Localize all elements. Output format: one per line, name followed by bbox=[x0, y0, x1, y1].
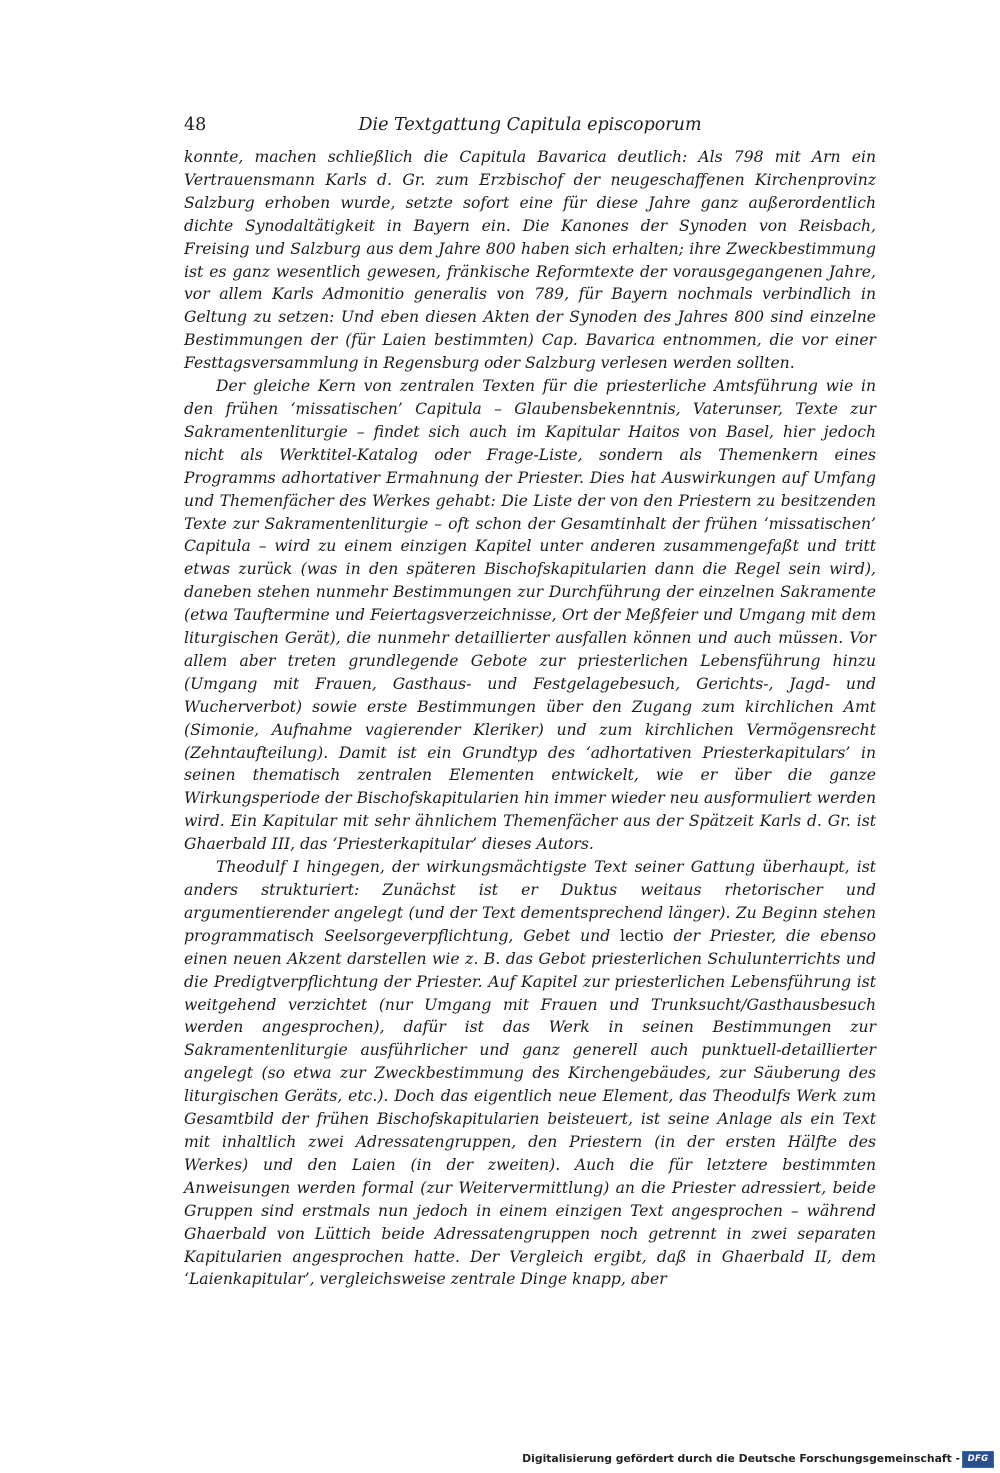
running-title: Die Textgattung Capitula episcoporum bbox=[358, 115, 702, 135]
emphasized-term: lectio bbox=[620, 926, 664, 945]
digitization-note: Digitalisierung gefördert durch die Deutsche Forschungsgemeinschaft - bbox=[522, 1452, 960, 1465]
paragraph-text: der Priester, die ebenso einen neuen Akzent darstellen wie z. B. das Gebot priesterlichen Schulunterrichts und die Predigtverpflichtung der Priester. Auf Kapitel zur priesterlichen Lebensführung ist weitgehend verzichtet (nur Umgang mit Frauen und Trunksucht/Gasthausbesuch werden angesprochen), dafür ist das Werk in seinen Bestimmungen zur Sakramentenliturgie ausführlicher und ganz generell auch punktuell-detaillierter angelegt (so etwa zur Zweckbestimmung des Kirchengebäudes, zur Säuberung des liturgischen Geräts, etc.). Doch das eigentlich neue Element, das Theodulfs Werk zum Gesamtbild der frühen Bischofskapitularien beisteuert, ist seine Anlage als ein Text mit inhaltlich zwei Adressatengruppen, den Priestern (in der ersten Hälfte des Werkes) und den Laien (in der zweiten). Auch die für letztere bestimmten Anweisungen werden formal (zur Weitervermittlung) an die Priester adressiert, beide Gruppen sind erstmals nun jedoch in einem einzigen Text angesprochen – während Ghaerbald von Lüttich beide Adressatengruppen noch getrennt in zwei separaten Kapitularien angesprochen hatte. Der Vergleich ergibt, daß in Ghaerbald II, dem ‘Laienkapitular’, vergleichsweise zentrale Dinge knapp, aber bbox=[184, 926, 876, 1289]
footer bbox=[0, 1448, 1000, 1473]
page-number: 48 bbox=[184, 115, 207, 135]
paragraph bbox=[184, 856, 876, 1291]
paragraph-text: Theodulf I hingegen, der wirkungsmächtigste Text seiner Gattung überhaupt, ist anders strukturiert: Zunächst ist er Duktus weitaus rhetorischer und argumentierender angelegt (und der Text dementsprechend länger). Zu Beginn stehen programmatisch Seelsorgeverpflichtung, Gebet und bbox=[184, 858, 876, 945]
dfg-logo: DFG bbox=[962, 1451, 994, 1468]
paragraph: Der gleiche Kern von zentralen Texten für die priesterliche Amtsführung wie in den frühen ‘missatischen’ Capitula – Glaubensbekenntnis, Vaterunser, Texte zur Sakramentenliturgie – findet sich auch im Kapitular Haitos von Basel, hier jedoch nicht als Werktitel-Katalog oder Frage-Liste, sondern als Themenkern eines Programms adhortativer Ermahnung der Priester. Dies hat Auswirkungen auf Umfang und Themenfächer des Werkes gehabt: Die Liste der von den Priestern zu besitzenden Texte zur Sakramentenliturgie – oft schon der Gesamtinhalt der frühen ‘missatischen’ Capitula – wird zu einem einzigen Kapitel unter anderen zusammengefaßt und tritt etwas zurück (was in den späteren Bischofskapitularien dann die Regel sein wird), daneben stehen nunmehr Bestimmungen zur Durchführung der einzelnen Sakramente (etwa Tauftermine und Feiertagsverzeichnisse, Ort der Meßfeier und Umgang mit dem liturgischen Gerät), die nunmehr detaillierter ausfallen können und auch müssen. Vor allem aber treten grundlegende Gebote zur priesterlichen Lebensführung hinzu (Umgang mit Frauen, Gasthaus- und Festgelagebesuch, Gerichts-, Jagd- und Wucherverbot) sowie erste Bestimmungen über den Zugang zum kirchlichen Amt (Simonie, Aufnahme vagierender Kleriker) und zum kirchlichen Vermögensrecht (Zehntaufteilung). Damit ist ein Grundtyp des ‘adhortativen Priesterkapitulars’ in seinen thematisch zentralen Elementen entwickelt, wie er über die ganze Wirkungsperiode der Bischofskapitularien hin immer wieder neu ausformuliert werden wird. Ein Kapitular mit sehr ähnlichem Themenfächer aus der Spätzeit Karls d. Gr. ist Ghaerbald III, das ‘Priesterkapitular’ dieses Autors. bbox=[184, 377, 876, 854]
paragraph: konnte, machen schließlich die Capitula Bavarica deutlich: Als 798 mit Arn ein Vertrauensmann Karls d. Gr. zum Erzbischof der neugeschaffenen Kirchenprovinz Salzburg erhoben wurde, setzte sofort eine für diese Jahre ganz außerordentlich dichte Synodaltätigkeit in Bayern ein. Die Kanones der Synoden von Reisbach, Freising und Salzburg aus dem Jahre 800 haben sich erhalten; ihre Zweckbestimmung ist es ganz wesentlich gewesen, fränkische Reformtexte der vorausgegangenen Jahre, vor allem Karls Admonitio generalis von 789, für Bayern nochmals verbindlich in Geltung zu setzen: Und eben diesen Akten der Synoden des Jahres 800 sind einzelne Bestimmungen der (für Laien bestimmten) Cap. Bavarica entnommen, die vor einer Festtagsversammlung in Regensburg oder Salzburg verlesen werden sollten. bbox=[184, 148, 876, 373]
main-text bbox=[184, 146, 876, 1291]
page-header bbox=[184, 115, 876, 141]
